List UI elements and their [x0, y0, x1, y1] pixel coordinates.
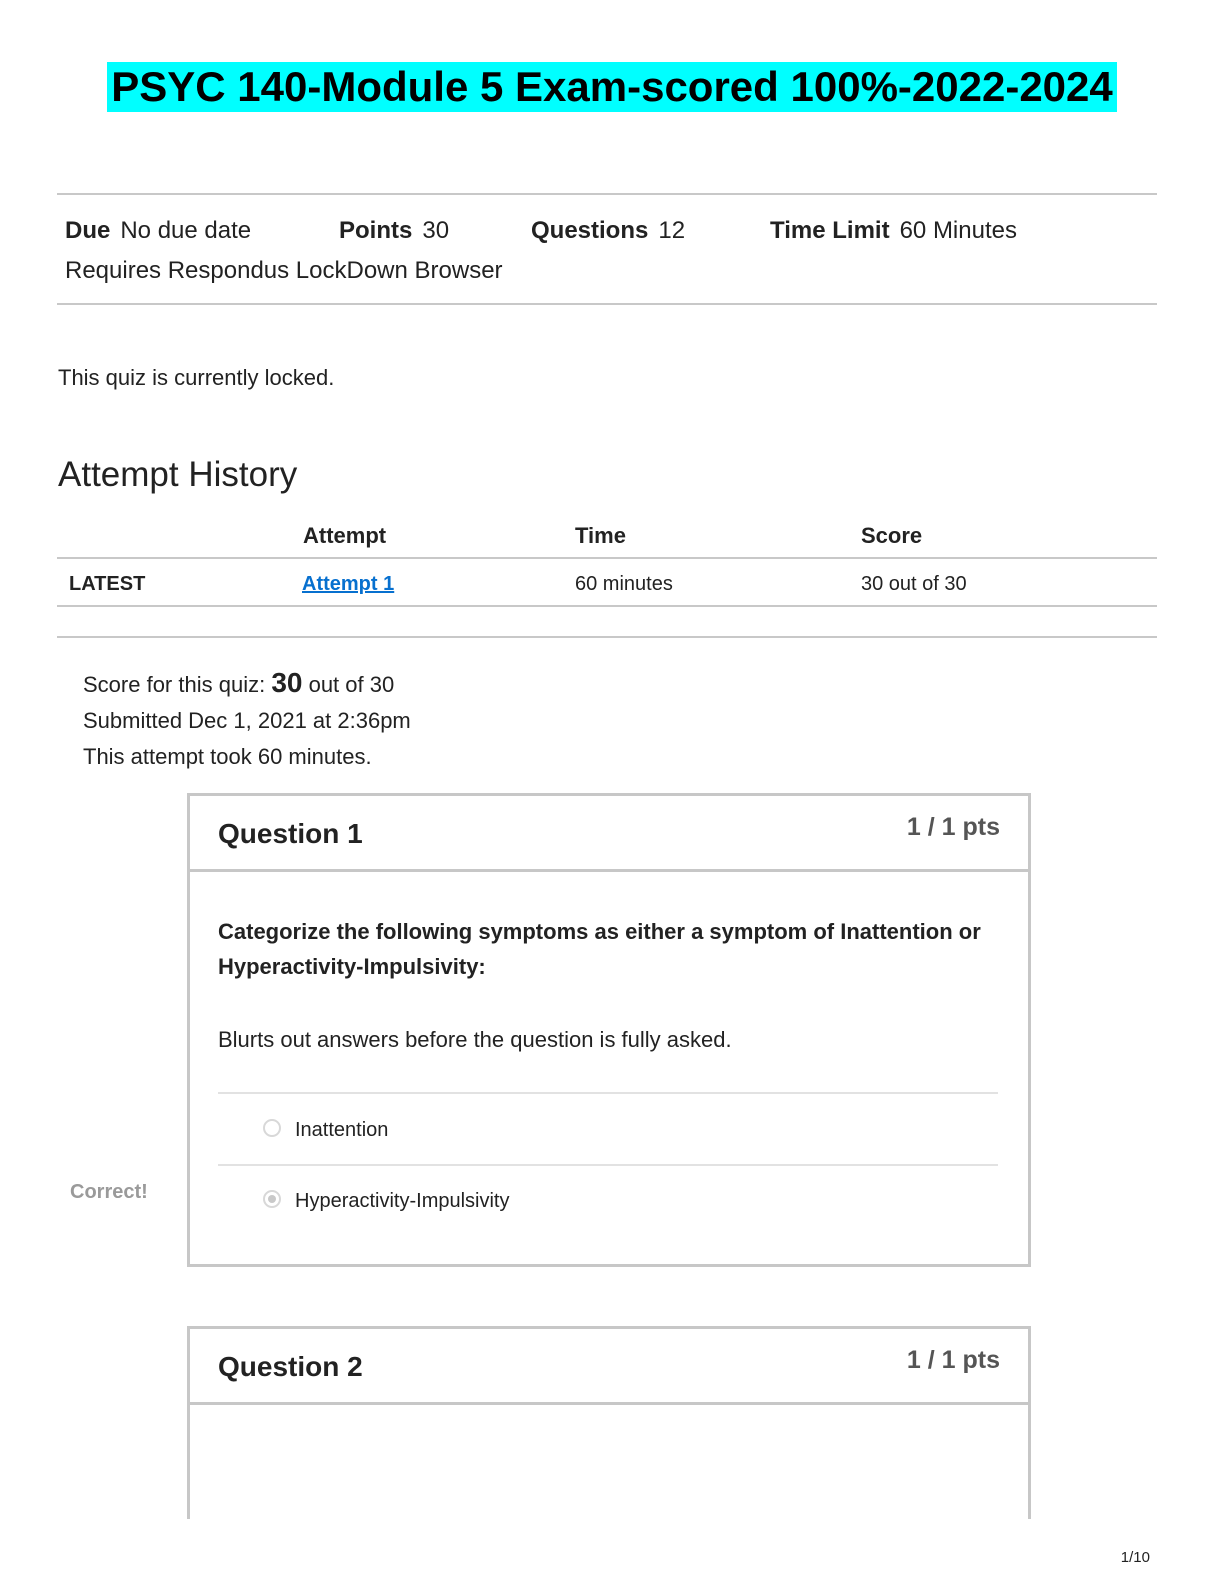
- divider: [57, 193, 1157, 195]
- score-suffix: out of 30: [302, 672, 395, 697]
- answer-label: Hyperactivity-Impulsivity: [295, 1190, 510, 1212]
- questions-value: 12: [658, 217, 686, 244]
- questions-info: [531, 217, 685, 245]
- submitted-line: Submitted Dec 1, 2021 at 2:36pm: [83, 708, 411, 733]
- table-header-divider: [57, 557, 1157, 559]
- divider: [57, 636, 1157, 638]
- answer-radio[interactable]: [263, 1119, 281, 1137]
- question-prompt: Categorize the following symptoms as either a symptom of Inattention or Hyperactivity-Impulsivity:: [218, 919, 981, 979]
- document-title: PSYC 140-Module 5 Exam-scored 100%-2022-2024: [107, 62, 1117, 112]
- lockdown-requirement: Requires Respondus LockDown Browser: [65, 257, 503, 284]
- score-value: 30: [271, 667, 303, 698]
- latest-tag: LATEST: [69, 573, 146, 595]
- points-label: Points: [339, 217, 413, 244]
- column-header-attempt: Attempt: [303, 523, 387, 548]
- column-header-time: Time: [575, 523, 626, 548]
- time-cell: 60 minutes: [575, 573, 673, 595]
- question-points: 1 / 1 pts: [906, 813, 1000, 841]
- points-value: 30: [422, 217, 450, 244]
- answer-label: Inattention: [295, 1119, 389, 1141]
- time-limit-value: 60 Minutes: [899, 217, 1017, 244]
- locked-notice: This quiz is currently locked.: [58, 365, 335, 390]
- question-title: Question 1: [218, 818, 363, 849]
- duration-line: This attempt took 60 minutes.: [83, 744, 372, 769]
- question-card: [187, 1326, 1031, 1519]
- answer-radio-selected[interactable]: [263, 1190, 281, 1208]
- due-value: No due date: [120, 217, 252, 244]
- due-info: [65, 217, 251, 245]
- question-card: [187, 793, 1031, 1267]
- attempt-history-heading: Attempt History: [58, 455, 298, 494]
- correct-feedback: Correct!: [60, 1171, 187, 1213]
- time-limit-label: Time Limit: [770, 217, 890, 244]
- questions-label: Questions: [531, 217, 649, 244]
- document-title-wrap: [0, 62, 1224, 112]
- score-cell: 30 out of 30: [861, 573, 967, 595]
- column-header-score: Score: [861, 523, 923, 548]
- question-header: [190, 1329, 1028, 1405]
- attempt-link[interactable]: Attempt 1: [302, 573, 395, 595]
- page-number: 1/10: [1120, 1549, 1150, 1566]
- attempt-cell: [302, 573, 394, 596]
- table-row-divider: [57, 605, 1157, 607]
- due-label: Due: [65, 217, 111, 244]
- score-line: [83, 667, 394, 699]
- question-title: Question 2: [218, 1351, 363, 1382]
- divider: [57, 303, 1157, 305]
- question-points: 1 / 1 pts: [906, 1346, 1000, 1374]
- answer-divider: [218, 1092, 998, 1094]
- points-info: [339, 217, 449, 245]
- score-prefix: Score for this quiz:: [83, 672, 272, 697]
- answer-divider: [218, 1164, 998, 1166]
- question-header: [190, 796, 1028, 872]
- question-text: Blurts out answers before the question is fully asked.: [218, 1027, 732, 1052]
- time-limit-info: [770, 217, 1017, 245]
